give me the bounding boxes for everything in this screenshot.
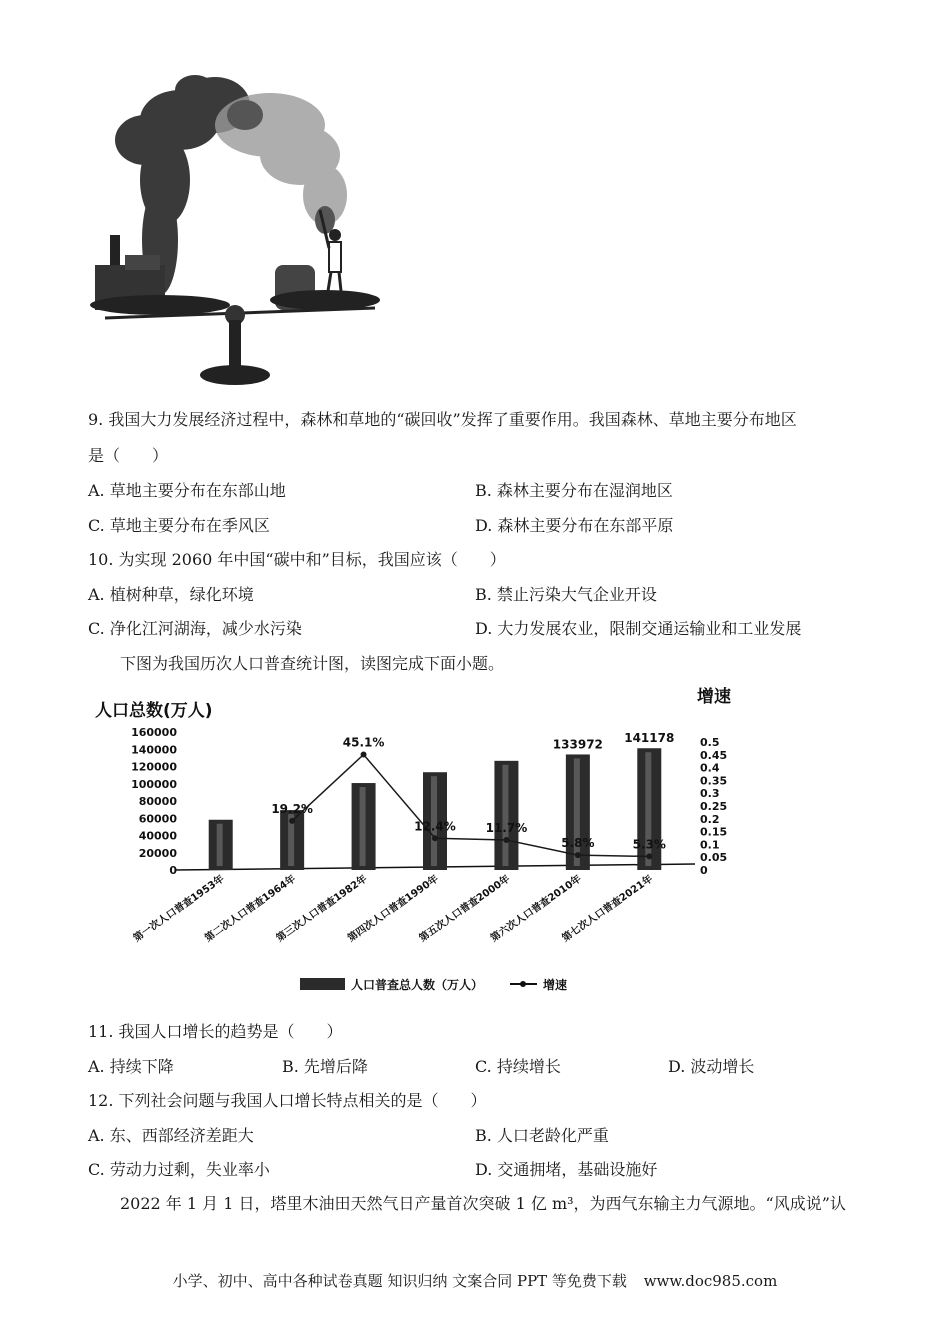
q12-option-b[interactable]: B. 人口老龄化严重	[475, 1126, 609, 1145]
y-tick-label: 0	[169, 864, 177, 877]
q12-option-d[interactable]: D. 交通拥堵，基础设施好	[475, 1160, 658, 1179]
q9-option-c[interactable]: C. 草地主要分布在季风区	[88, 516, 270, 535]
x-tick-label: 第五次人口普查2000年	[417, 873, 513, 945]
y-tick-label: 40000	[138, 829, 177, 843]
y-tick-label: 120000	[131, 760, 177, 774]
y2-tick-label: 0.5	[700, 736, 720, 749]
page-footer	[0, 1270, 950, 1291]
q12-option-a[interactable]: A. 东、西部经济差距大	[88, 1126, 254, 1145]
y2-axis-title: 增速	[697, 687, 731, 707]
y2-tick-label: 0.25	[700, 800, 728, 813]
y2-tick-label: 0.2	[700, 812, 720, 826]
y-tick-label: 160000	[131, 726, 177, 739]
q11-stem: 11. 我国人口增长的趋势是（ ）	[88, 1022, 343, 1041]
y2-tick-label: 0.15	[700, 825, 728, 839]
y2-tick-label: 0	[700, 864, 708, 877]
x-tick-label: 第六次人口普查2010年	[488, 873, 584, 945]
growth-value-label: 11.7%	[485, 821, 528, 836]
x-tick-label: 第一次人口普查1953年	[131, 873, 227, 945]
q12-stem: 12. 下列社会问题与我国人口增长特点相关的是（ ）	[88, 1091, 487, 1110]
growth-value-label: 5.8%	[561, 836, 595, 851]
bar-highlight	[502, 765, 508, 866]
y2-tick-label: 0.1	[700, 838, 720, 852]
q10-option-c[interactable]: C. 净化江河湖海，减少水污染	[88, 619, 302, 638]
bar-highlight	[360, 787, 366, 866]
q10-stem: 10. 为实现 2060 年中国“碳中和”目标，我国应该（ ）	[88, 550, 506, 569]
next-paragraph: 2022 年 1 月 1 日，塔里木油田天然气日产量首次突破 1 亿 m³，为西气东输主力气源地。“风成说”认	[120, 1194, 846, 1213]
growth-line	[292, 755, 649, 857]
legend-line-label: 增速	[543, 978, 568, 992]
bar-value-label: 133972	[552, 737, 603, 752]
x-tick-label: 第二次人口普查1964年	[203, 873, 298, 945]
q11-option-a[interactable]: A. 持续下降	[88, 1057, 174, 1076]
y-axis-title: 人口总数(万人)	[95, 701, 213, 721]
y2-tick-label: 0.35	[700, 774, 728, 788]
bar-value-label: 141178	[624, 731, 675, 746]
growth-point	[646, 853, 652, 859]
y-tick-label: 20000	[138, 846, 177, 860]
growth-value-label: 45.1%	[342, 735, 385, 750]
q9-option-d[interactable]: D. 森林主要分布在东部平原	[475, 516, 674, 535]
y-tick-label: 140000	[131, 743, 177, 757]
growth-value-label: 19.2%	[271, 801, 313, 816]
carbon-balance-illustration	[85, 70, 385, 392]
growth-value-label: 12.4%	[414, 819, 456, 834]
y2-tick-label: 0.05	[700, 851, 728, 865]
q11-option-d[interactable]: D. 波动增长	[668, 1057, 755, 1076]
q9-stem-line1: 9. 我国大力发展经济过程中，森林和草地的“碳回收”发挥了重要作用。我国森林、草地主要分布地区	[88, 410, 797, 429]
y2-tick-label: 0.4	[700, 761, 720, 775]
q12-option-c[interactable]: C. 劳动力过剩，失业率小	[88, 1160, 270, 1179]
legend-bar-label: 人口普查总人数（万人）	[351, 978, 484, 992]
q9-option-b[interactable]: B. 森林主要分布在湿润地区	[475, 481, 673, 500]
y2-tick-label: 0.45	[700, 748, 728, 762]
growth-point	[575, 852, 581, 858]
growth-point	[289, 818, 295, 824]
growth-point	[503, 837, 509, 843]
q10-option-b[interactable]: B. 禁止污染大气企业开设	[475, 585, 657, 604]
bar-highlight	[217, 824, 223, 866]
y-tick-label: 100000	[131, 777, 177, 791]
growth-value-label: 5.3%	[632, 837, 666, 852]
x-tick-label: 第七次人口普查2021年	[560, 873, 656, 945]
x-tick-label: 第四次人口普查1990年	[346, 873, 441, 945]
q10-option-d[interactable]: D. 大力发展农业，限制交通运输业和工业发展	[475, 619, 802, 638]
growth-point	[432, 835, 438, 841]
q9-option-a[interactable]: A. 草地主要分布在东部山地	[88, 481, 286, 500]
growth-point	[361, 752, 367, 758]
q11-option-b[interactable]: B. 先增后降	[282, 1057, 368, 1076]
footer-link[interactable]: www.doc985.com	[643, 1272, 778, 1290]
q10-option-a[interactable]: A. 植树种草，绿化环境	[88, 585, 254, 604]
legend-bar-swatch	[300, 978, 345, 990]
census-chart	[85, 680, 765, 1000]
y-tick-label: 60000	[138, 812, 177, 826]
q11-option-c[interactable]: C. 持续增长	[475, 1057, 561, 1076]
chart-intro: 下图为我国历次人口普查统计图，读图完成下面小题。	[120, 654, 505, 673]
y2-tick-label: 0.3	[700, 787, 720, 801]
footer-text: 小学、初中、高中各种试卷真题 知识归纳 文案合同 PPT 等免费下载	[172, 1272, 627, 1290]
y-tick-label: 80000	[138, 795, 177, 808]
q9-stem-line2: 是（ ）	[88, 446, 169, 465]
x-tick-label: 第三次人口普查1982年	[274, 873, 370, 945]
